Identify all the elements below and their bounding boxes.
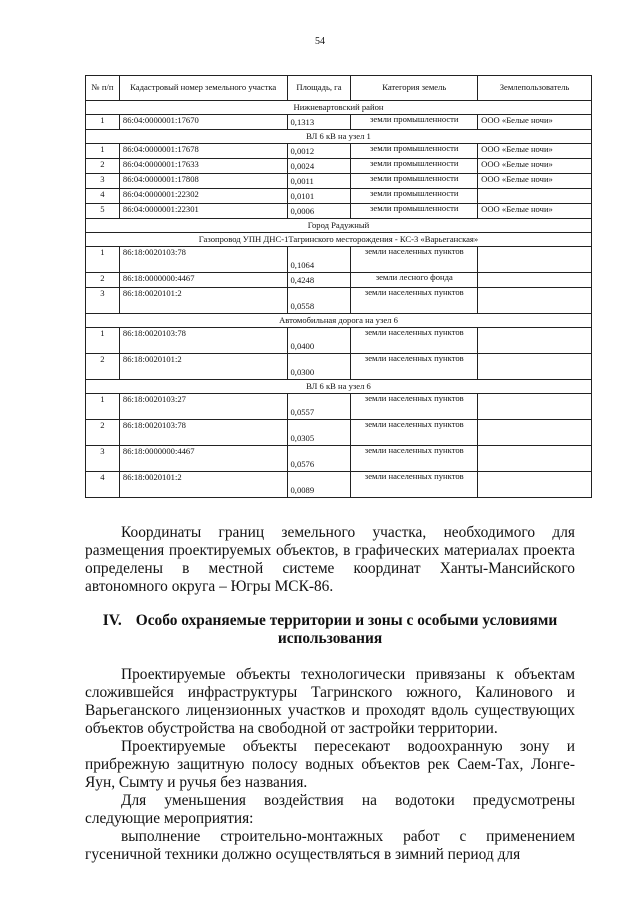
cell-num: 3 [86, 174, 120, 189]
cell-category: земли промышленности [351, 204, 478, 219]
table-row [86, 354, 592, 380]
cell-cadastral: 86:18:0020101:2 [119, 288, 287, 314]
cell-area: 0,0024 [287, 159, 351, 174]
cell-category: земли промышленности [351, 115, 478, 130]
cell-user [478, 472, 592, 498]
table-row [86, 174, 592, 189]
coordinates-paragraph: Координаты границ земельного участка, необходимого для размещения проектируемых объектов, в графических материалах проекта определены в местной системе координат Ханты-Мансийского автономного округа – Югры МСК-86. [85, 524, 575, 595]
cell-category-text: земли населенных пунктов [364, 420, 464, 429]
cell-category-text: земли населенных пунктов [364, 472, 464, 481]
cell-num: 1 [86, 247, 120, 273]
cell-num: 2 [86, 420, 120, 446]
cell-cadastral: 86:04:0000001:17808 [119, 174, 287, 189]
section-title: ВЛ 6 кВ на узел 1 [86, 130, 592, 144]
cell-category [351, 328, 478, 354]
table-row [86, 328, 592, 354]
section-title-row [86, 380, 592, 394]
cell-category-text: земли населенных пунктов [364, 288, 464, 297]
cell-cadastral: 86:04:0000001:22302 [119, 189, 287, 204]
cell-num: 1 [86, 115, 120, 130]
cell-category: земли лесного фонда [351, 273, 478, 288]
section-title-row [86, 233, 592, 247]
page-number: 54 [315, 36, 325, 47]
cell-category-text: земли населенных пунктов [364, 394, 464, 403]
cell-cadastral: 86:18:0020101:2 [119, 472, 287, 498]
cell-area: 0,1313 [287, 115, 351, 130]
table-header-row [86, 76, 592, 101]
cell-cadastral: 86:18:0020103:78 [119, 328, 287, 354]
cell-area: 0,1064 [287, 247, 351, 273]
cell-area: 0,0576 [287, 446, 351, 472]
cell-num: 3 [86, 446, 120, 472]
table-row [86, 420, 592, 446]
cell-user: ООО «Белые ночи» [478, 115, 592, 130]
cell-num: 2 [86, 159, 120, 174]
cell-user [478, 288, 592, 314]
table-row [86, 144, 592, 159]
section-title: Автомобильная дорога на узел 6 [86, 314, 592, 328]
cell-user: ООО «Белые ночи» [478, 204, 592, 219]
table-row [86, 394, 592, 420]
cell-category-text: земли населенных пунктов [364, 446, 464, 455]
cell-category-text: земли населенных пунктов [364, 247, 464, 256]
cell-category-text: земли населенных пунктов [364, 328, 464, 337]
cell-cadastral: 86:04:0000001:22301 [119, 204, 287, 219]
cell-num: 4 [86, 189, 120, 204]
paragraph-tracked-equipment: выполнение строительно-монтажных работ с применением гусеничной техники должно осуществляться в зимний период для [85, 828, 575, 863]
section-title: Город Радужный [86, 219, 592, 233]
cell-area: 0,0557 [287, 394, 351, 420]
cell-num: 2 [86, 354, 120, 380]
cell-num: 3 [86, 288, 120, 314]
section-title-row [86, 219, 592, 233]
cell-area: 0,0012 [287, 144, 351, 159]
paragraph-infrastructure: Проектируемые объекты технологически привязаны к объектам сложившейся инфраструктуры Тагринского южного, Калинового и Варьеганского лицензионных участков и проходят вдоль существующих объектов обустройства на свободной от застройки территории. [85, 666, 575, 737]
section-heading-number: IV. [102, 612, 122, 629]
land-plots-table [85, 75, 592, 498]
cell-area: 0,0006 [287, 204, 351, 219]
cell-area: 0,0305 [287, 420, 351, 446]
section-title: ВЛ 6 кВ на узел 6 [86, 380, 592, 394]
cell-user [478, 273, 592, 288]
table-row [86, 288, 592, 314]
header-num: № п/п [86, 76, 120, 101]
cell-cadastral: 86:04:0000001:17670 [119, 115, 287, 130]
cell-area: 0,4248 [287, 273, 351, 288]
table-row [86, 115, 592, 130]
cell-cadastral: 86:04:0000001:17633 [119, 159, 287, 174]
section-heading-text: Особо охраняемые территории и зоны с особыми условиями использования [135, 612, 558, 647]
section-title-row [86, 314, 592, 328]
section-title-row [86, 101, 592, 115]
cell-cadastral: 86:18:0000000:4467 [119, 446, 287, 472]
cell-cadastral: 86:04:0000001:17678 [119, 144, 287, 159]
cell-area: 0,0558 [287, 288, 351, 314]
table-row [86, 446, 592, 472]
cell-category [351, 247, 478, 273]
cell-category: земли промышленности [351, 159, 478, 174]
cell-cadastral: 86:18:0020103:78 [119, 420, 287, 446]
cell-category-text: земли населенных пунктов [364, 354, 464, 363]
table-row [86, 189, 592, 204]
table-row [86, 273, 592, 288]
cell-num: 5 [86, 204, 120, 219]
section-title-row [86, 130, 592, 144]
table-body [86, 101, 592, 498]
cell-category [351, 446, 478, 472]
cell-cadastral: 86:18:0020101:2 [119, 354, 287, 380]
cell-num: 1 [86, 328, 120, 354]
cell-area: 0,0300 [287, 354, 351, 380]
cell-area: 0,0101 [287, 189, 351, 204]
cell-category: земли промышленности [351, 144, 478, 159]
section-title: Нижневартовский район [86, 101, 592, 115]
cell-category [351, 472, 478, 498]
cell-cadastral: 86:18:0020103:27 [119, 394, 287, 420]
cell-category: земли промышленности [351, 174, 478, 189]
cell-category [351, 354, 478, 380]
cell-num: 2 [86, 273, 120, 288]
cell-user [478, 446, 592, 472]
cell-cadastral: 86:18:0000000:4467 [119, 273, 287, 288]
cell-num: 4 [86, 472, 120, 498]
cell-area: 0,0089 [287, 472, 351, 498]
cell-user: ООО «Белые ночи» [478, 159, 592, 174]
cell-category [351, 420, 478, 446]
cell-user [478, 354, 592, 380]
cell-user [478, 189, 592, 204]
section-heading [85, 612, 575, 648]
header-category: Категория земель [351, 76, 478, 101]
cell-user: ООО «Белые ночи» [478, 144, 592, 159]
cell-category [351, 394, 478, 420]
cell-area: 0,0011 [287, 174, 351, 189]
cell-cadastral: 86:18:0020103:78 [119, 247, 287, 273]
table-row [86, 159, 592, 174]
paragraph-water-zones: Проектируемые объекты пересекают водоохранную зону и прибрежную защитную полосу водных объектов рек Саем-Тах, Лонге-Яун, Сымту и ручья без названия. [85, 738, 575, 791]
cell-num: 1 [86, 394, 120, 420]
table-row [86, 247, 592, 273]
cell-user: ООО «Белые ночи» [478, 174, 592, 189]
cell-user [478, 247, 592, 273]
header-cadastral: Кадастровый номер земельного участка [119, 76, 287, 101]
cell-user [478, 394, 592, 420]
paragraph-measures: Для уменьшения воздействия на водотоки предусмотрены следующие мероприятия: [85, 792, 575, 827]
cell-area: 0,0400 [287, 328, 351, 354]
section-title: Газопровод УПН ДНС-1Тагринского месторождения - КС-3 «Варьеганская» [86, 233, 592, 247]
cell-num: 1 [86, 144, 120, 159]
table-row [86, 472, 592, 498]
cell-category [351, 288, 478, 314]
header-user: Землепользователь [478, 76, 592, 101]
table-row [86, 204, 592, 219]
cell-user [478, 420, 592, 446]
header-area: Площадь, га [287, 76, 351, 101]
cell-category: земли промышленности [351, 189, 478, 204]
cell-user [478, 328, 592, 354]
